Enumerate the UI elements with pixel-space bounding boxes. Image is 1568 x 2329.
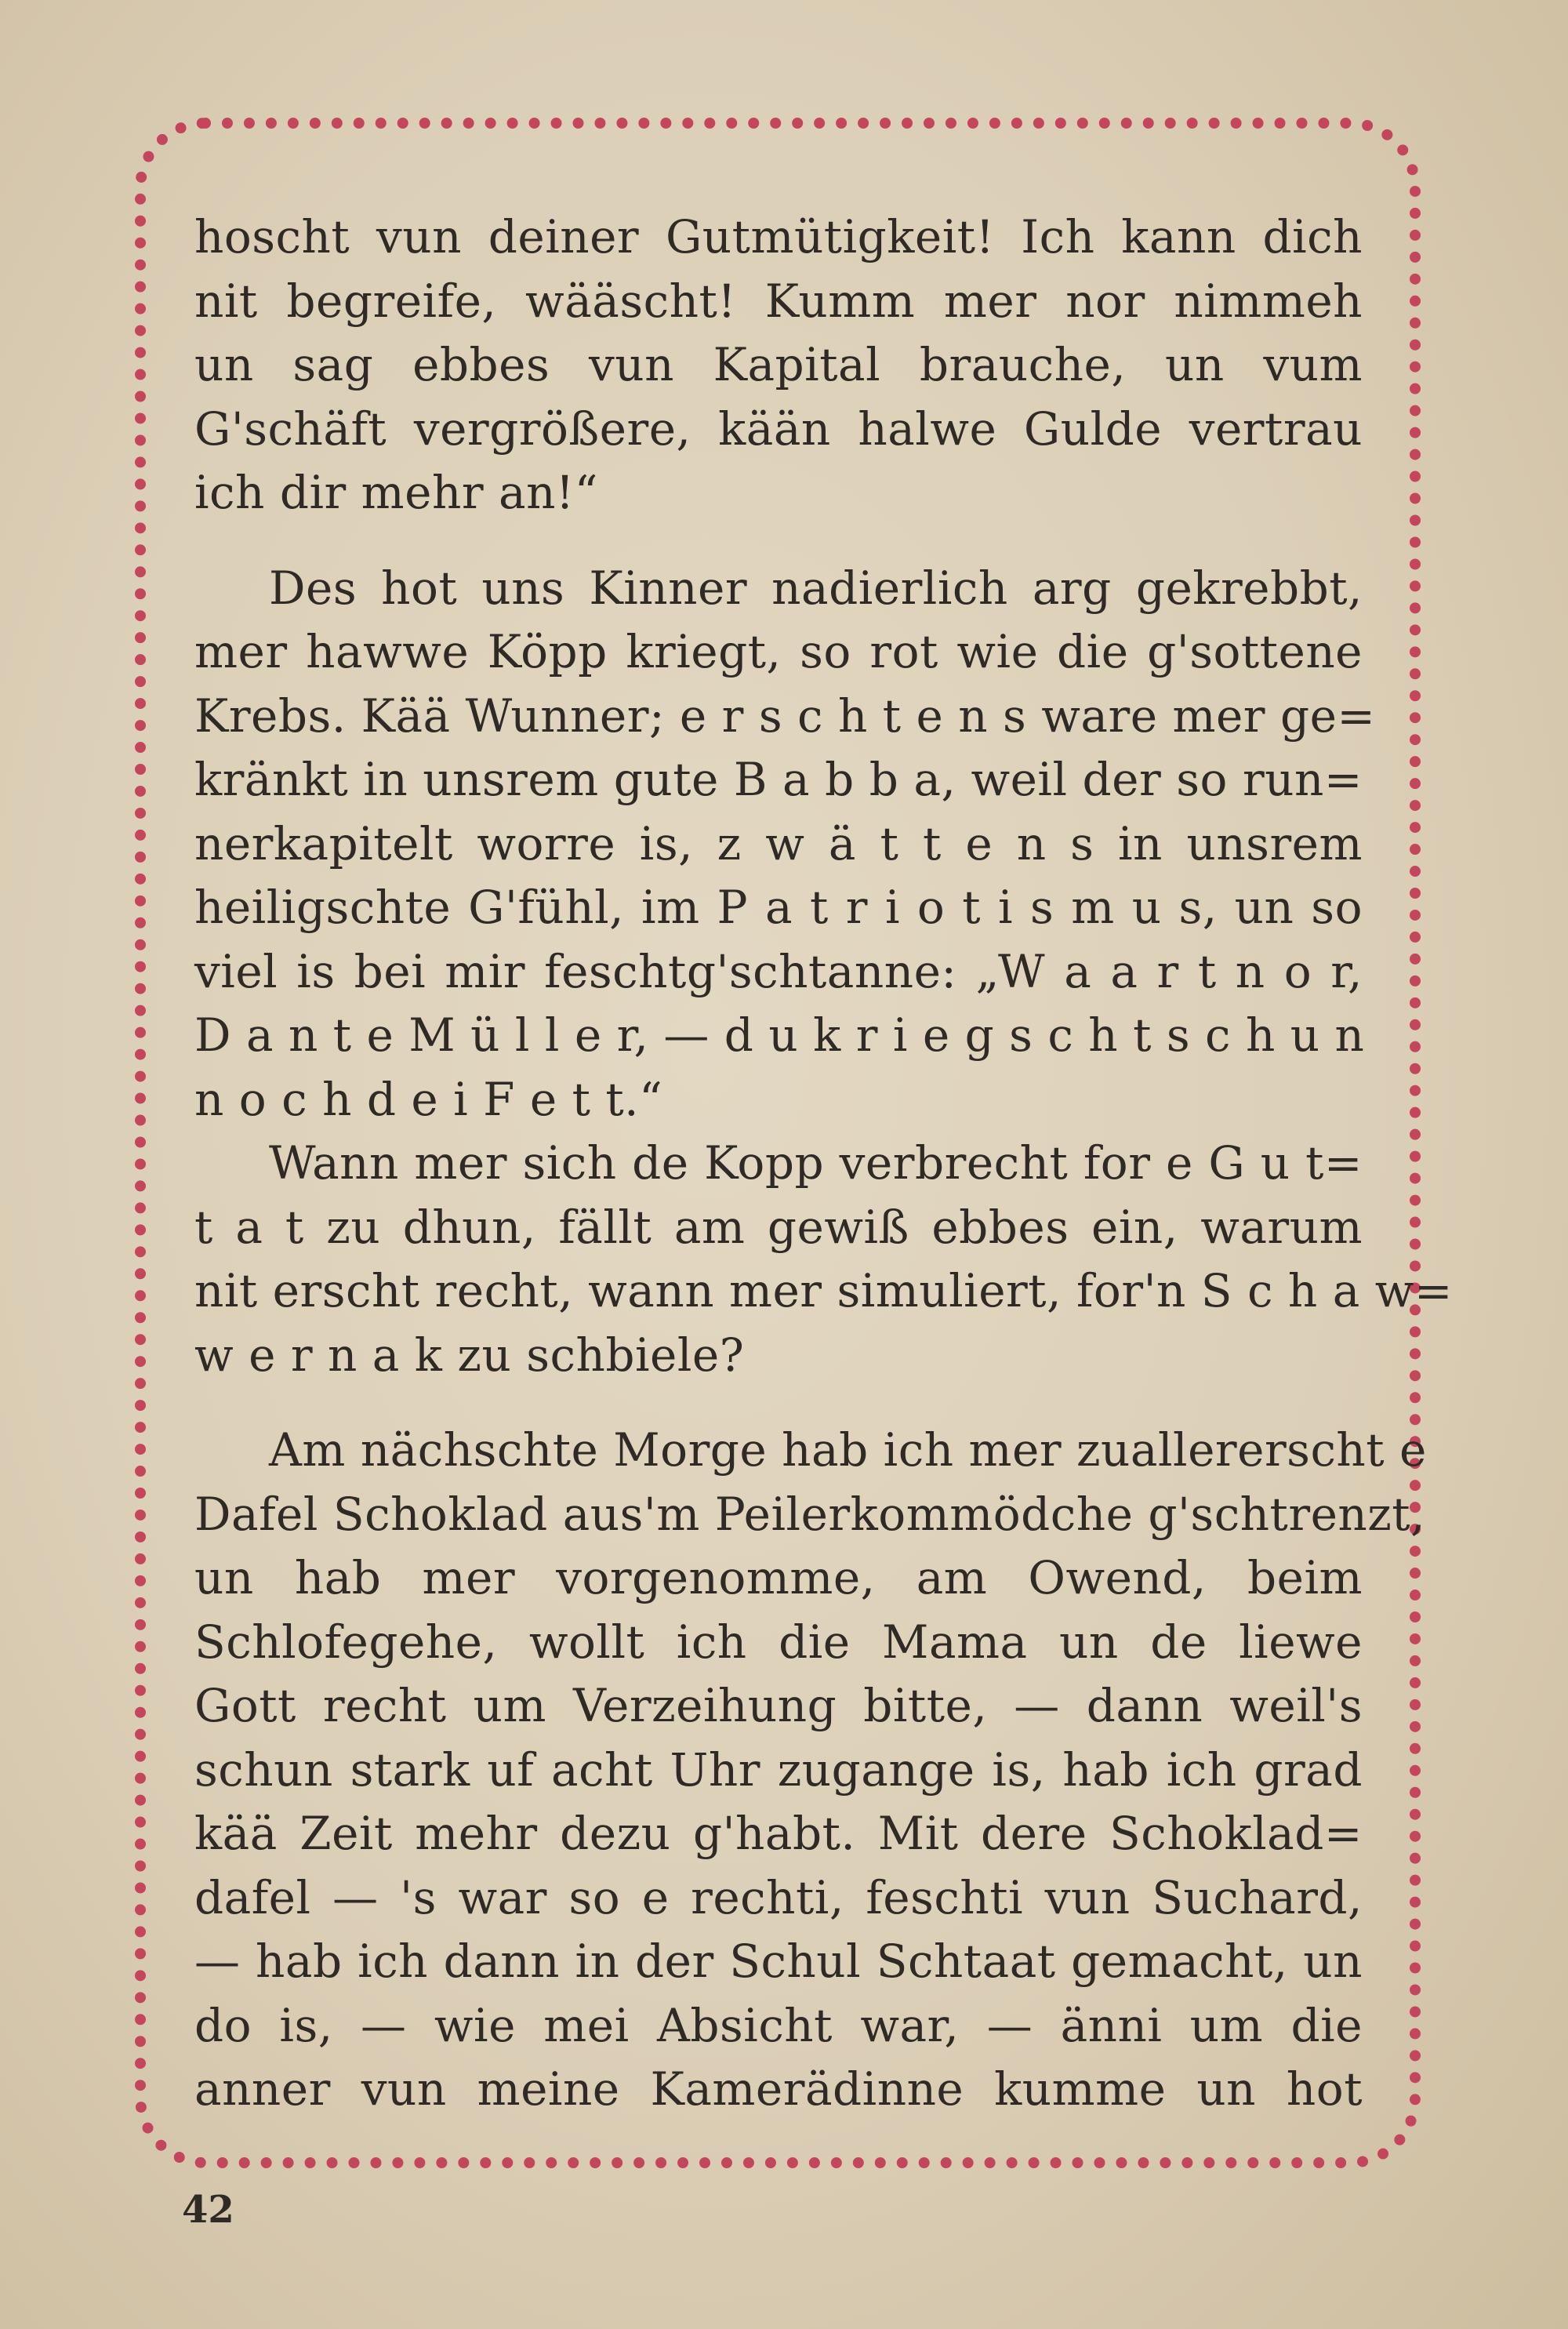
text-line: nit begreife, wääscht! Kumm mer nor nimmeh — [194, 274, 1363, 328]
text-line: Gott recht um Verzeihung bitte, — dann weil's — [194, 1679, 1363, 1732]
text-line: Des hot uns Kinner nadierlich arg gekrebbt, — [269, 561, 1363, 615]
text-line: schun stark uf acht Uhr zugange is, hab ich grad — [194, 1742, 1363, 1797]
text-line: mer hawwe Köpp kriegt, so rot wie die g'sottene — [194, 625, 1363, 678]
page-number: 42 — [182, 2188, 234, 2232]
text-line: un hab mer vorgenomme, am Owend, beim — [194, 1551, 1363, 1604]
text-line: anner vun meine Kamerädinne kumme un hot — [194, 2062, 1363, 2116]
paragraph — [194, 1419, 1427, 2122]
page-text — [194, 205, 1453, 2122]
text-line: un sag ebbes vun Kapital brauche, un vum — [194, 338, 1363, 391]
text-line: Dafel Schoklad aus'm Peilerkommödche g'schtrenzt, — [194, 1487, 1426, 1541]
text-line: kää Zeit mehr dezu g'habt. Mit dere Schoklad= — [194, 1807, 1363, 1860]
text-line: n o c h d e i F e t t.“ — [194, 1072, 663, 1126]
text-line: ich dir mehr an!“ — [194, 466, 598, 519]
text-line: G'schäft vergrößere, kään halwe Gulde vertrau — [194, 401, 1363, 456]
text-line: nerkapitelt worre is, z w ä t t e n s in unsrem — [194, 816, 1363, 870]
text-line: Am nächschte Morge hab ich mer zuallererscht e — [269, 1423, 1427, 1477]
text-line: w e r n a k zu schbiele? — [194, 1328, 745, 1382]
text-line: — hab ich dann in der Schul Schtaat gemacht, un — [194, 1935, 1363, 1988]
text-line: heiligschte G'fühl, im P a t r i o t i s m u s, un so — [194, 881, 1363, 934]
paragraph — [194, 205, 1363, 525]
text-line: dafel — 's war so e rechti, feschti vun Suchard, — [194, 1870, 1363, 1924]
text-line: do is, — wie mei Absicht war, — änni um die — [194, 1998, 1363, 2052]
text-line: Krebs. Kää Wunner; e r s c h t e n s ware mer ge= — [194, 689, 1376, 743]
text-line: nit erscht recht, wann mer simuliert, for'n S c h a w= — [194, 1264, 1453, 1317]
paragraph — [194, 1132, 1453, 1387]
text-line: viel is bei mir feschtg'schtanne: „W a a r t n o r, — [194, 944, 1363, 998]
paragraph — [194, 557, 1376, 1132]
text-line: D a n t e M ü l l e r, — d u k r i e g s c h t s c h u n — [194, 1008, 1365, 1062]
text-line: hoscht vun deiner Gutmütigkeit! Ich kann dich — [194, 210, 1363, 263]
text-line: Schlofegehe, wollt ich die Mama un de liewe — [194, 1615, 1363, 1669]
text-line: Wann mer sich de Kopp verbrecht for e G u t= — [269, 1136, 1363, 1190]
text-line: kränkt in unsrem gute B a b b a, weil der so run= — [194, 753, 1363, 806]
text-line: t a t zu dhun, fällt am gewiß ebbes ein, warum — [194, 1200, 1363, 1254]
